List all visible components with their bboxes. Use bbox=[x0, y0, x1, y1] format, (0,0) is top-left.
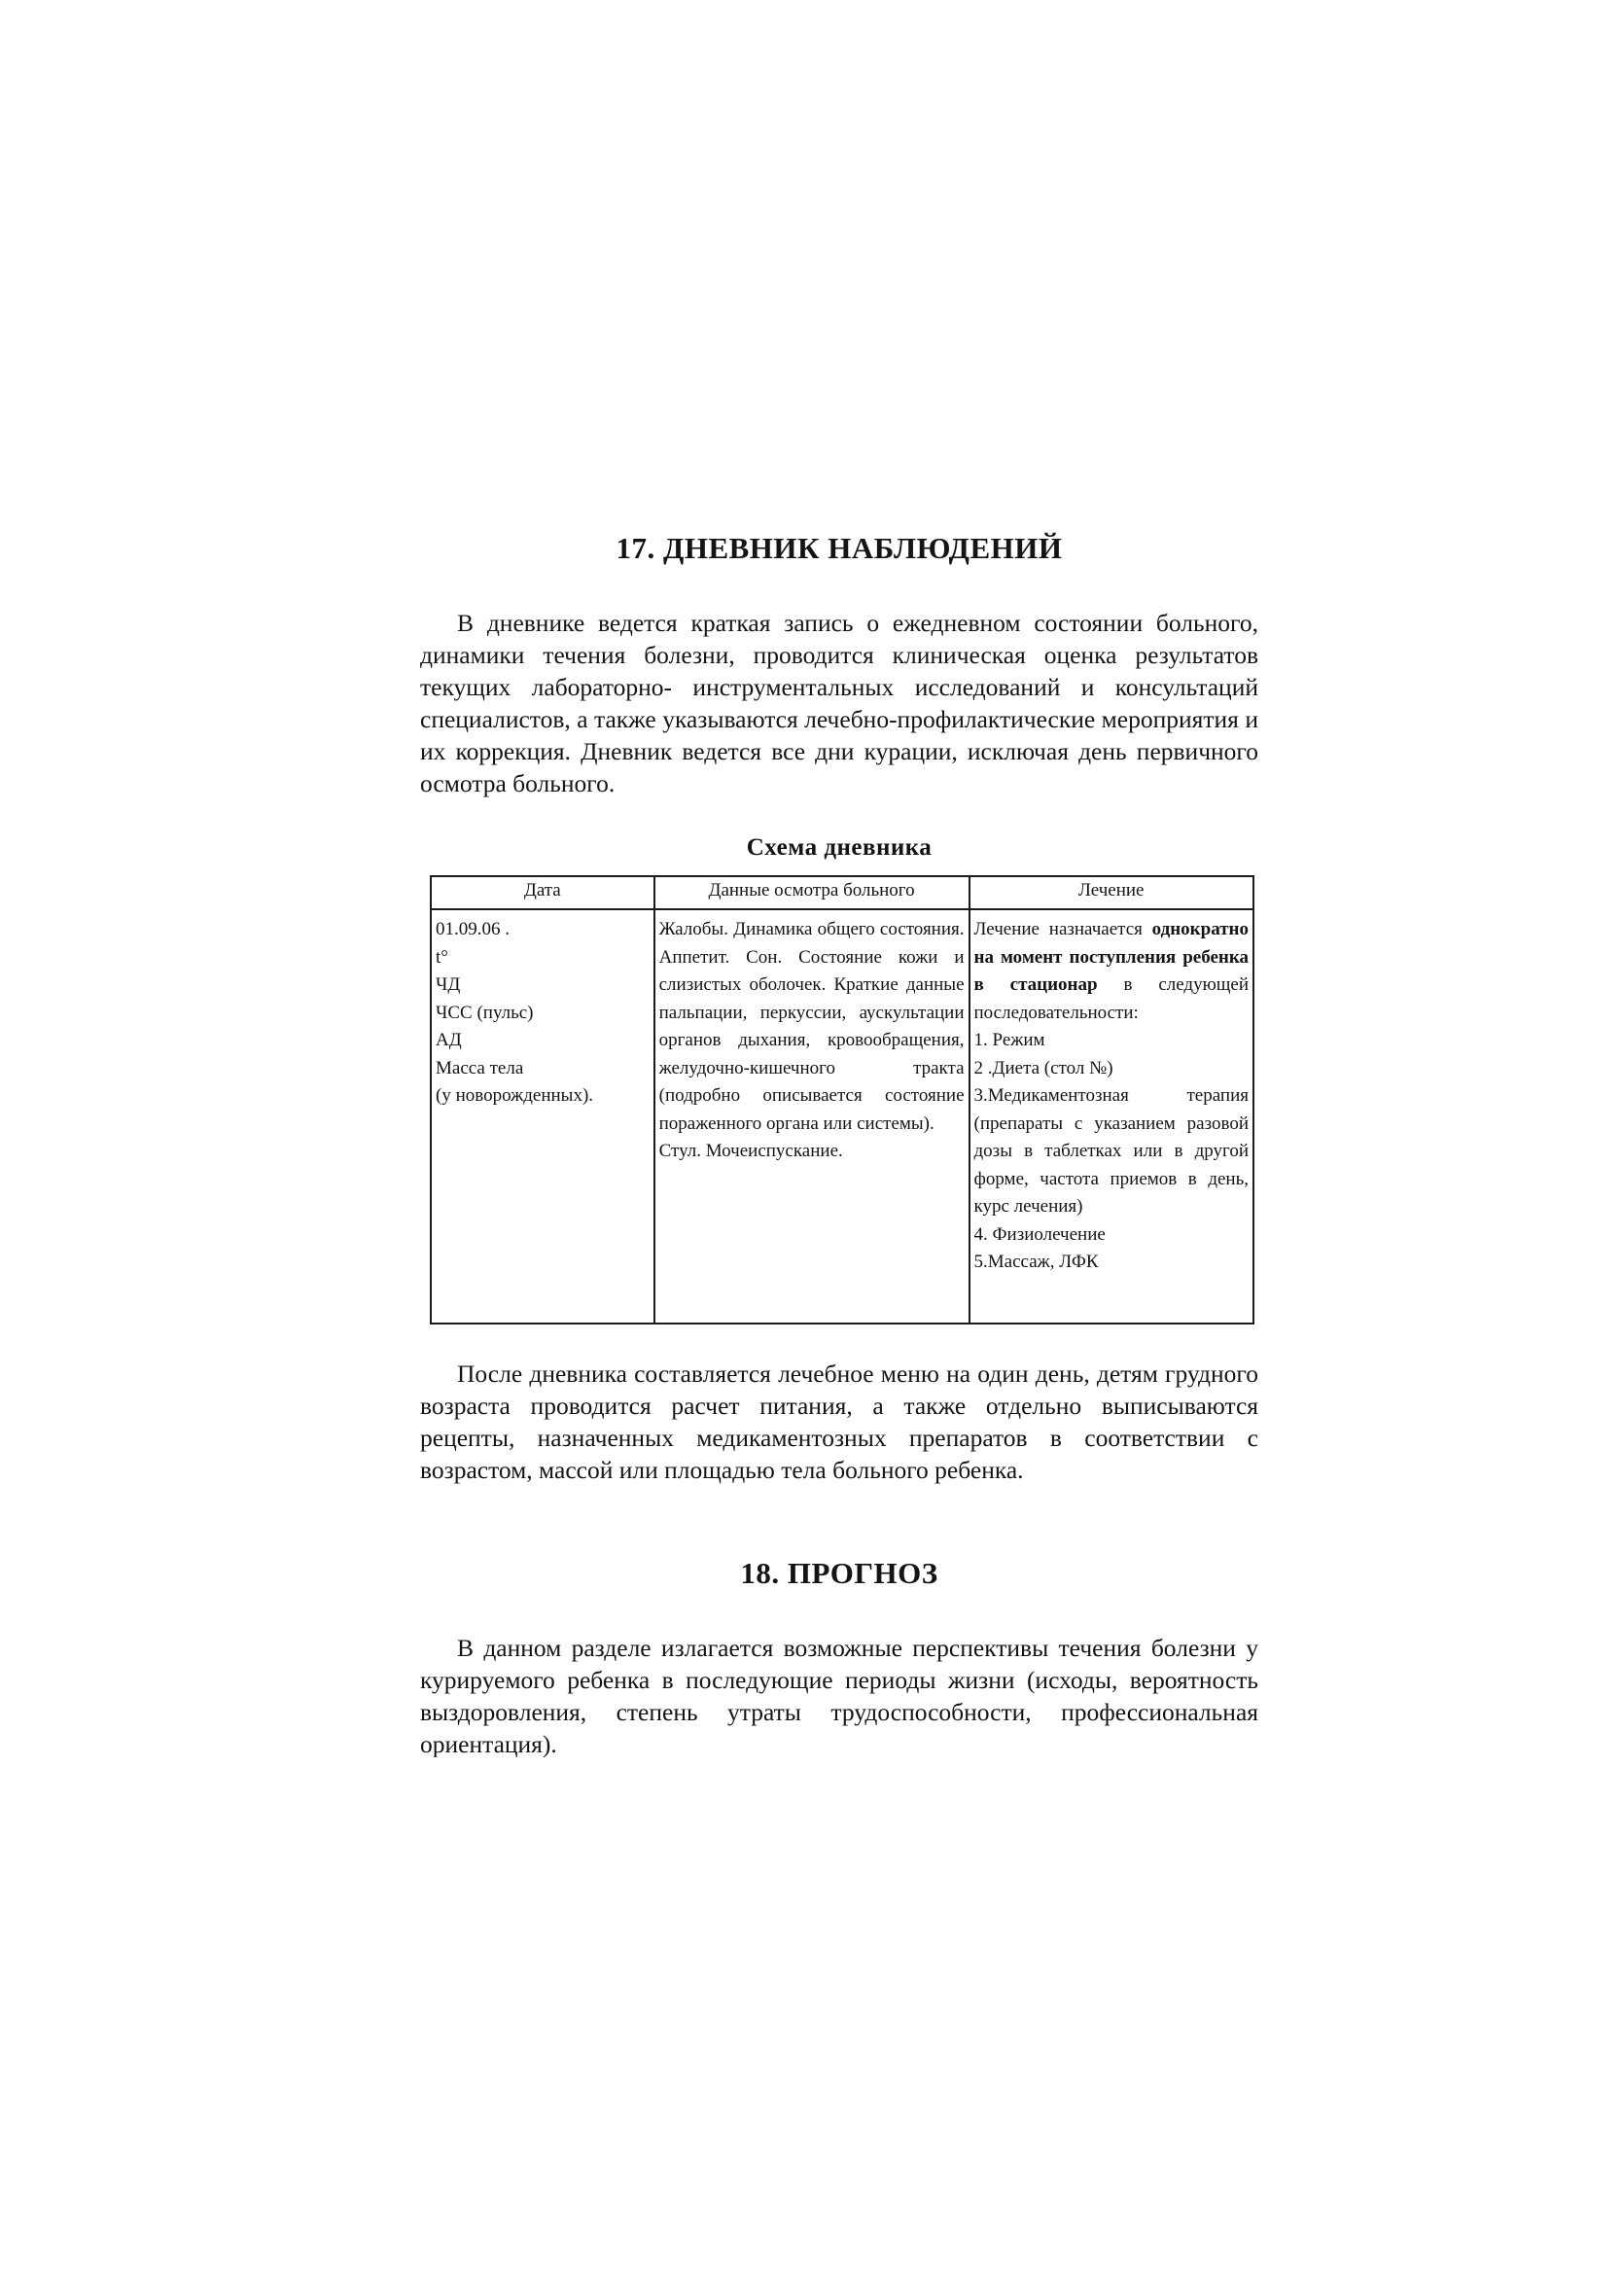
blood-pressure-line: АД bbox=[436, 1030, 462, 1050]
after-table-paragraph: После дневника составляется лечебное меню на один день, детям грудного возраста проводится расчет питания, а также отдельно выписываются рецепты, назначенных медикаментозных препаратов в соответствии с возрастом, массой или площадью тела больного ребенка. bbox=[420, 1360, 1258, 1484]
treatment-item-physio: 4. Физиолечение bbox=[973, 1223, 1106, 1245]
treatment-item-regimen: 1. Режим bbox=[973, 1030, 1045, 1050]
section-17-paragraph: В дневнике ведется краткая запись о ежедневном состоянии больного, динамики течения болезни, проводится клиническая оценка результатов текущих лабораторно- инструментальных исследований и консультаций специалистов, а также указываются лечебно-профилактические мероприятия и их коррекция. Дневник ведется все дни курации, исключая день первичного осмотра больного. bbox=[420, 609, 1258, 797]
document-page bbox=[420, 525, 1258, 1757]
treatment-intro-end: в следующей последовательности: bbox=[973, 974, 1250, 1023]
section-18-paragraph: В данном разделе излагается возможные перспективы течения болезни у курируемого ребенка в последующие периоды жизни (исходы, вероятность выздоровления, степень утраты трудоспособности, профессиональная ориентация). bbox=[420, 1634, 1258, 1757]
exam-cell bbox=[654, 909, 970, 1324]
schema-title: Схема дневника bbox=[746, 834, 933, 861]
exam-paragraph-stool: Стул. Мочеиспускание. bbox=[658, 1141, 843, 1161]
date-line: 01.09.06 . bbox=[436, 919, 510, 939]
exam-paragraph: Жалобы. Динамика общего состояния. Аппетит. Сон. Состояние кожи и слизистых оболочек. Краткие данные пальпации, перкуссии, аускультации органов дыхания, кровообращения, желудочно-кишечного тракта (подробно описывается состояние пораженного органа или системы). bbox=[658, 919, 965, 1134]
treatment-item-massage: 5.Массаж, ЛФК bbox=[973, 1252, 1099, 1272]
header-date: Дата bbox=[431, 876, 654, 909]
heart-rate-line: ЧСС (пульс) bbox=[436, 1002, 534, 1023]
treatment-intro-plain: Лечение назначается bbox=[973, 919, 1143, 939]
header-treatment: Лечение bbox=[970, 876, 1253, 909]
header-exam: Данные осмотра больного bbox=[654, 876, 970, 909]
section-17-title: 17. ДНЕВНИК НАБЛЮДЕНИЙ bbox=[616, 531, 1063, 565]
treatment-intro-bold: однократно на момент поступления ребенка в стационар bbox=[973, 919, 1249, 995]
treatment-item-diet: 2 .Диета (стол №) bbox=[973, 1057, 1113, 1078]
body-mass-line: Масса тела bbox=[436, 1057, 524, 1078]
treatment-intro bbox=[974, 916, 1249, 1027]
diary-schema-table bbox=[430, 875, 1254, 1325]
table-row bbox=[431, 909, 1253, 1324]
temperature-line: t° bbox=[436, 946, 448, 968]
section-18-text-clip bbox=[420, 1632, 1258, 1757]
section-18-title: 18. ПРОГНОЗ bbox=[740, 1556, 938, 1590]
table-header-row bbox=[431, 876, 1253, 909]
treatment-item-medication: 3.Медикаментозная терапия (препараты с указанием разовой дозы в таблетках или в другой форме, частота приемов в день, курс лечения) bbox=[973, 1085, 1249, 1217]
respiratory-rate-line: ЧД bbox=[436, 974, 461, 995]
treatment-cell bbox=[970, 909, 1253, 1324]
newborn-note-line: (у новорожденных). bbox=[436, 1085, 594, 1106]
date-cell bbox=[431, 909, 654, 1324]
